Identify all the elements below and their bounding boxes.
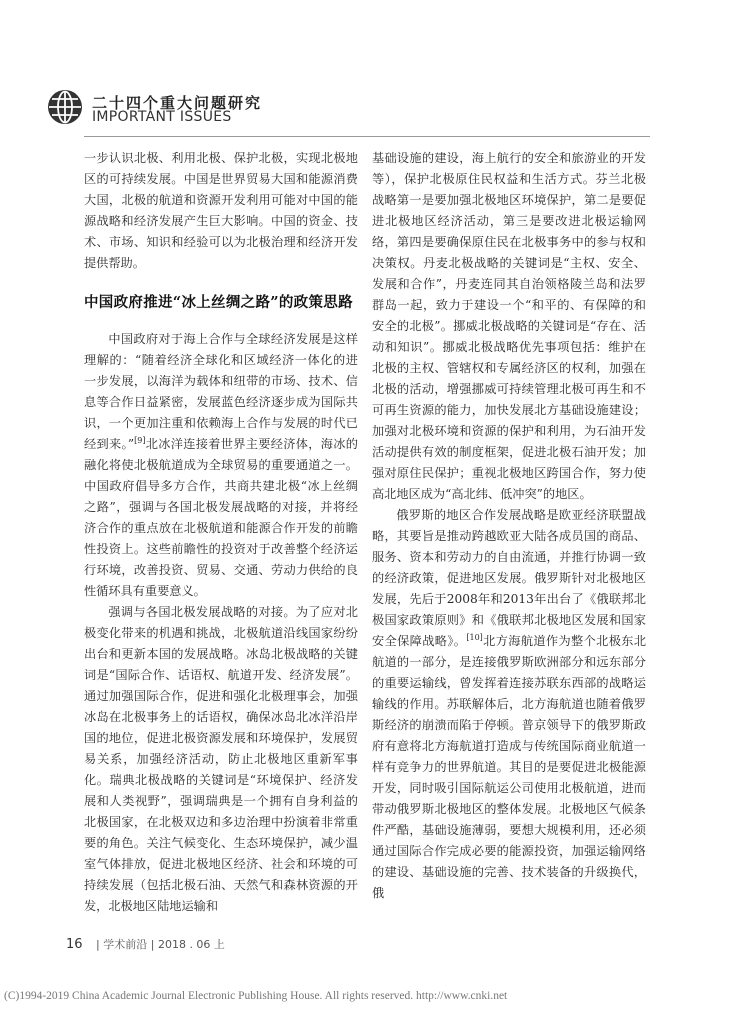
copyright-notice: (C)1994-2019 China Academic Journal Electronic Publishing House. All rights reserved. http://www.cnki.net xyxy=(4,990,508,1002)
section-title-en: IMPORTANT ISSUES xyxy=(92,109,232,125)
paragraph-text: 俄罗斯的地区合作发展战略是欧亚经济联盟战略，其要旨是推动跨越欧亚大陆各成员国的商品、服务、资本和劳动力的自由流通，并推行协调一致的经济政策，促进地区发展。俄罗斯针对北极地区发展，先后于2008年和2013年出台了《俄联邦北极国家政策原则》和《俄联邦北极地区发展和国家安全保障战略》。 xyxy=(372,508,646,648)
page-header xyxy=(46,88,686,128)
section-heading: 中国政府推进“冰上丝绸之路”的政策思路 xyxy=(84,294,353,311)
paragraph-text: 北方海航道作为整个北极东北航道的一部分，是连接俄罗斯欧洲部分和远东部分的重要运输线，曾发挥着连接苏联东西部的战略运输线的作用。苏联解体后，北方海航道也随着俄罗斯经济的崩溃而陷于停顿。普京领导下的俄罗斯政府有意将北方海航道打造成与传统国际商业航道一样有竞争力的世界航道。其目的是要促进北极能源开发，同时吸引国际航运公司使用北极航道，进而带动俄罗斯北极地区的整体发展。北极地区气候条件严酷，基础设施薄弱，要想大规模利用，还必须通过国际合作完成必要的能源投资，加强运输网络的建设、基础设施的完善、技术装备的升级换代，俄 xyxy=(372,634,647,900)
paragraph-text: 北冰洋连接着世界主要经济体，海冰的融化将使北极航道成为全球贸易的重要通道之一。中国政府倡导多方合作，共商共建北极“冰上丝绸之路”，强调与各国北极发展战略的对接，并将经济合作的重点放在北极航道和能源合作开发的前瞻性投资上。这些前瞻性的投资对于改善整个经济运行环境，改善投资、贸易、交通、劳动力供给的良性循环具有重要意义。 xyxy=(84,437,358,598)
globe-icon xyxy=(46,88,84,126)
section-title-cn: 二十四个重大问题研究 xyxy=(92,94,263,112)
paragraph: 基础设施的建设，海上航行的安全和旅游业的开发等），保护北极原住民权益和生活方式。芬兰北极战略第一是要加强北极地区环境保护，第二是要促进北极地区经济活动，第三是要改进北极运输网络，第四是要确保原住民在北极事务中的参与权和决策权。丹麦北极战略的关键词是“主权、安全、发展和合作”，丹麦连同其自治领格陵兰岛和法罗群岛一起，致力于建设一个“和平的、有保障的和安全的北极”。挪威北极战略的关键词是“存在、活动和知识”。挪威北极战略优先事项包括：维护在北极的主权、管辖权和专属经济区的权利，加强在北极的活动，增强挪威可持续管理北极可再生和不可再生资源的能力，加快发展北方基础设施建设；加强对北极环境和资源的保护和利用，为石油开发活动提供有效的制度框架，促进北极石油开发；加强对原住民保护；重视北极地区跨国合作，努力使高北地区成为“高北纬、低冲突”的地区。 xyxy=(372,151,646,501)
left-column xyxy=(84,148,358,917)
page-footer xyxy=(66,936,225,952)
paragraph: 强调与各国北极发展战略的对接。为了应对北极变化带来的机遇和挑战，北极航道沿线国家纷纷出台和更新本国的发展战略。冰岛北极战略的关键词是“国际合作、话语权、航道开发、经济发展”。通过加强国际合作，促进和强化北极理事会，加强冰岛在北极事务上的话语权，确保冰岛北冰洋沿岸国的地位，促进北极资源发展和环境保护，发展贸易关系，加强经济活动，防止北极地区重新军事化。瑞典北极战略的关键词是“环境保护、经济发展和人类视野”，强调瑞典是一个拥有自身利益的北极国家，在北极双边和多边治理中扮演着非常重要的角色。关注气候变化、生态环境保护，减少温室气体排放，促进北极地区经济、社会和环境的可持续发展（包括北极石油、天然气和森林资源的开发，北极地区陆地运输和 xyxy=(84,605,358,913)
journal-info: | 学术前沿 | 2018 . 06 上 xyxy=(96,938,225,951)
right-column xyxy=(372,148,646,904)
paragraph-text: 中国政府对于海上合作与全球经济发展是这样理解的：“随着经济全球化和区域经济一体化的进一步发展，以海洋为载体和纽带的市场、技术、信息等合作日益紧密，发展蓝色经济逐步成为国际共识，一个更加注重和依赖海上合作与发展的时代已经到来。” xyxy=(84,332,358,451)
paragraph xyxy=(372,505,646,904)
reference-mark: [10] xyxy=(466,632,483,642)
page-number: 16 xyxy=(66,937,83,952)
reference-mark: [9] xyxy=(134,435,146,445)
header-divider xyxy=(84,136,650,137)
paragraph: 一步认识北极、利用北极、保护北极，实现北极地区的可持续发展。中国是世界贸易大国和能源消费大国，北极的航道和资源开发利用可能对中国的能源战略和经济发展产生巨大影响。中国的资金、技术、市场、知识和经验可以为北极治理和经济开发提供帮助。 xyxy=(84,151,358,270)
paragraph xyxy=(84,329,358,602)
